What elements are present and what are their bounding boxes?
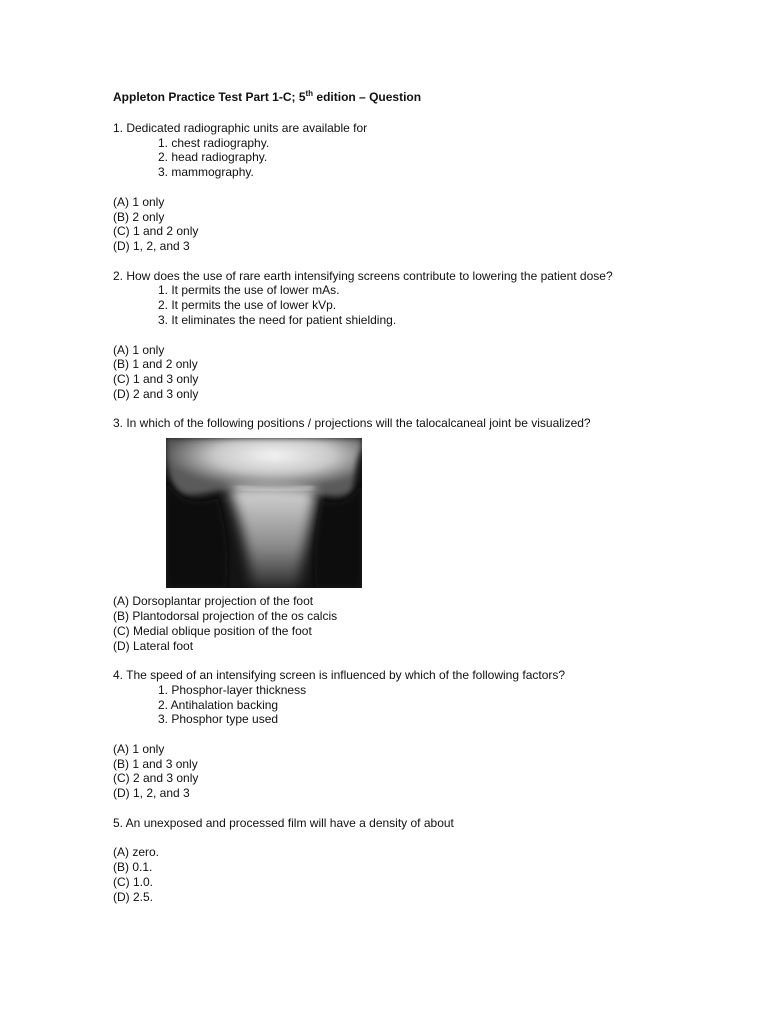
- question-item: 2. head radiography.: [158, 150, 268, 165]
- title-suffix: edition – Question: [313, 90, 422, 104]
- answer-options: [113, 343, 733, 402]
- question-item: 2. It permits the use of lower kVp.: [158, 298, 337, 313]
- answer-option: (A) 1 only: [113, 741, 165, 756]
- question-item: 2. Antihalation backing: [158, 697, 279, 712]
- worksheet-page: [113, 90, 733, 919]
- question-item: 3. Phosphor type used: [158, 712, 279, 727]
- answer-option: (C) 1 and 3 only: [113, 372, 199, 387]
- answer-option: (D) Lateral foot: [113, 638, 194, 653]
- title-prefix: Appleton Practice Test Part 1-C; 5: [113, 90, 306, 104]
- answer-option: (C) 2 and 3 only: [113, 771, 199, 786]
- answer-option: (D) 2.5.: [113, 889, 154, 904]
- radiograph-image: [166, 438, 362, 588]
- question-item: 1. Phosphor-layer thickness: [158, 682, 307, 697]
- question-3: [113, 416, 733, 653]
- question-items: [113, 683, 733, 727]
- question-items: [113, 136, 733, 180]
- answer-option: (A) 1 only: [113, 194, 165, 209]
- answer-options: [113, 742, 733, 801]
- answer-option: (D) 1, 2, and 3: [113, 786, 190, 801]
- question-4: [113, 668, 733, 801]
- question-text: 4. The speed of an intensifying screen is influenced by which of the following factors?: [113, 667, 566, 682]
- answer-option: (B) 1 and 2 only: [113, 357, 198, 372]
- question-5: [113, 816, 733, 905]
- answer-options: [113, 594, 733, 653]
- question-item: 3. It eliminates the need for patient shielding.: [158, 312, 397, 327]
- question-item: 1. It permits the use of lower mAs.: [158, 283, 340, 298]
- question-2: [113, 269, 733, 402]
- question-1: [113, 121, 733, 254]
- answer-option: (B) Plantodorsal projection of the os calcis: [113, 608, 338, 623]
- answer-option: (B) 1 and 3 only: [113, 756, 198, 771]
- question-text: 1. Dedicated radiographic units are available for: [113, 120, 368, 135]
- answer-options: [113, 195, 733, 254]
- answer-option: (D) 1, 2, and 3: [113, 239, 190, 254]
- answer-option: (C) 1 and 2 only: [113, 224, 199, 239]
- question-text: 2. How does the use of rare earth intensifying screens contribute to lowering the patient dose?: [113, 268, 613, 283]
- answer-option: (C) 1.0.: [113, 874, 154, 889]
- page-title: [113, 90, 733, 105]
- answer-option: (B) 0.1.: [113, 860, 153, 875]
- question-item: 3. mammography.: [158, 165, 254, 180]
- answer-option: (A) 1 only: [113, 342, 165, 357]
- answer-option: (D) 2 and 3 only: [113, 386, 199, 401]
- question-items: [113, 283, 733, 327]
- question-text: 5. An unexposed and processed film will have a density of about: [113, 815, 454, 830]
- answer-option: (A) Dorsoplantar projection of the foot: [113, 594, 314, 609]
- answer-option: (C) Medial oblique position of the foot: [113, 623, 312, 638]
- answer-option: (A) zero.: [113, 845, 160, 860]
- question-item: 1. chest radiography.: [158, 135, 270, 150]
- question-text: 3. In which of the following positions / projections will the talocalcaneal joint be visualized?: [113, 416, 591, 431]
- answer-options: [113, 845, 733, 904]
- answer-option: (B) 2 only: [113, 209, 165, 224]
- title-superscript: th: [305, 89, 314, 98]
